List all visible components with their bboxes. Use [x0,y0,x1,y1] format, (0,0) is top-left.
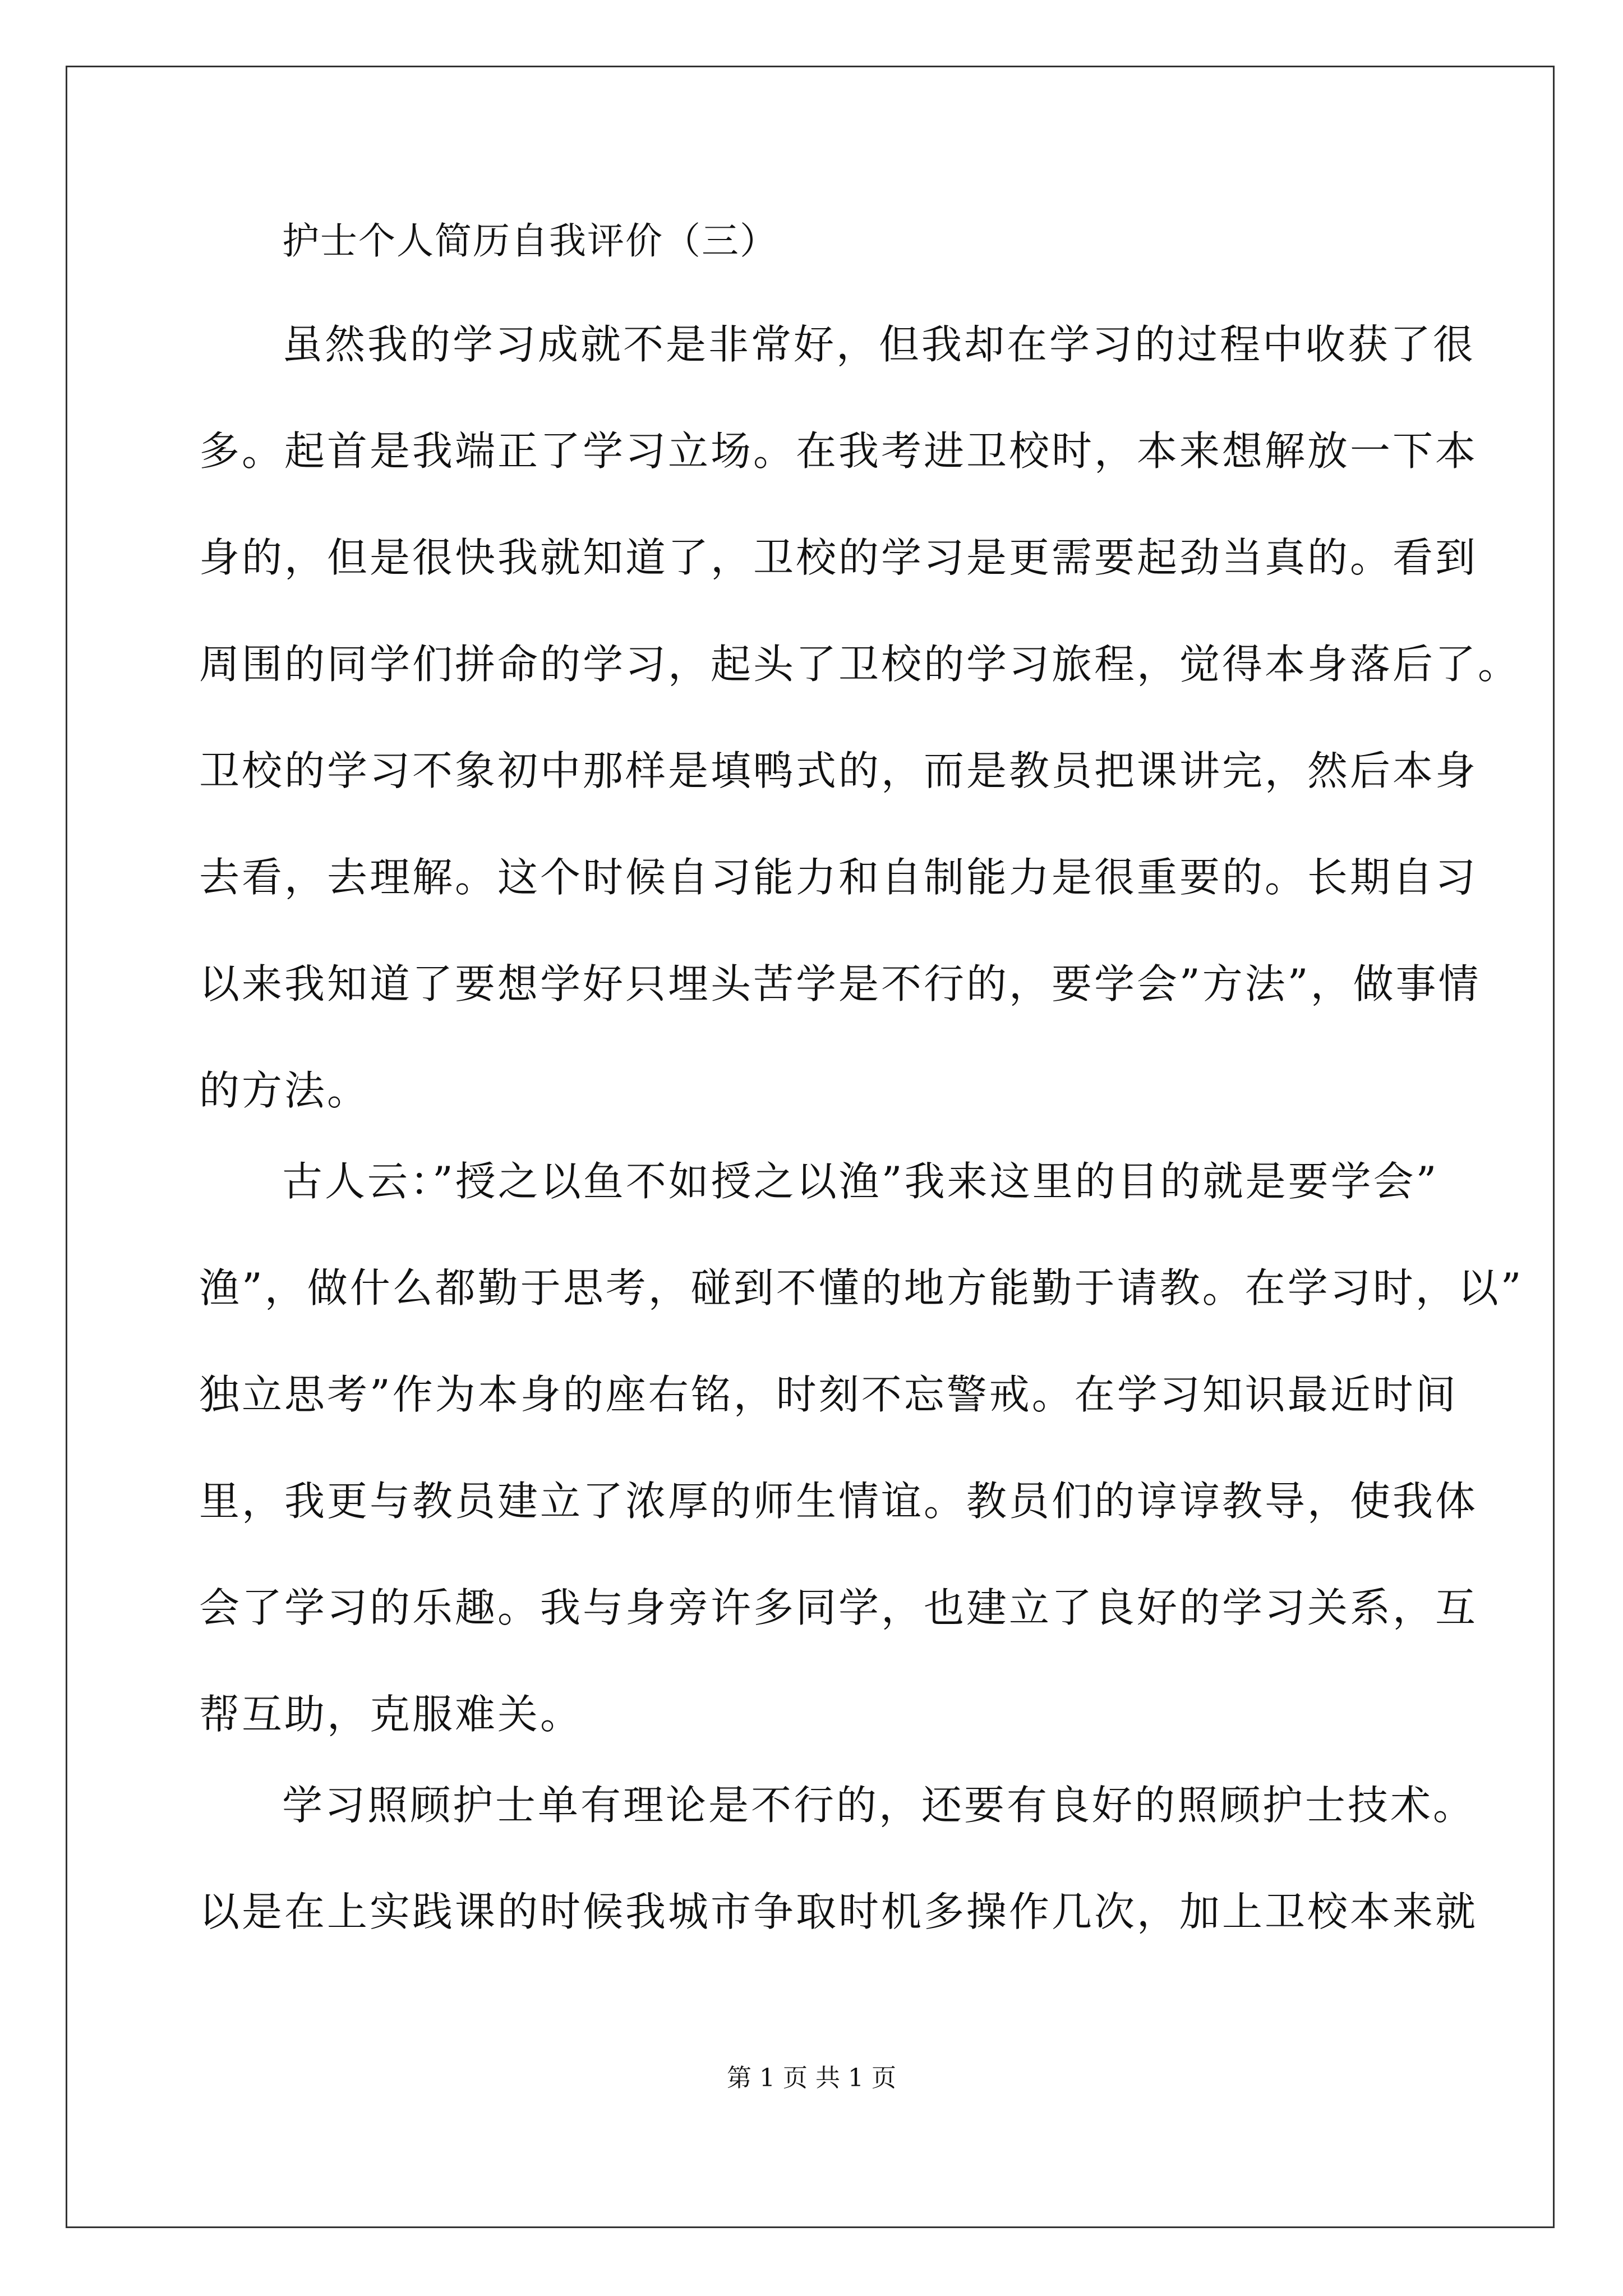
document-title: 护士个人简历自我评价（三） [282,219,778,263]
text-line: 以是在上实践课的时候我城市争取时机多操作几次，加上卫校本来就 [199,1888,1478,1935]
paragraph-1 [199,316,1521,1119]
text-line: 的方法。 [199,1067,370,1114]
text-line: 身的，但是很快我就知道了，卫校的学习是更需要起劲当真的。看到 [199,534,1478,581]
text-line: 多。起首是我端正了学习立场。在我考进卫校时，本来想解放一下本 [199,427,1478,475]
text-line: 渔”，做什么都勤于思考，碰到不懂的地方能勤于请教。在学习时，以” [199,1264,1524,1312]
text-line: 虽然我的学习成就不是非常好，但我却在学习的过程中收获了很 [282,321,1476,368]
text-line: 学习照顾护士单有理论是不行的，还要有良好的照顾护士技术。 [282,1782,1476,1829]
text-line: 去看，去理解。这个时候自习能力和自制能力是很重要的。长期自习 [199,854,1478,901]
text-line: 周围的同学们拼命的学习，起头了卫校的学习旅程，觉得本身落后了。 [199,641,1521,688]
text-line: 会了学习的乐趣。我与身旁许多同学，也建立了良好的学习关系，互 [199,1584,1478,1631]
paragraph-3 [199,1777,1478,1940]
text-line: 古人云：”授之以鱼不如授之以渔”我来这里的目的就是要学会” [282,1158,1439,1205]
document-body [199,213,1524,1975]
text-line: 独立思考”作为本身的座右铭，时刻不忘警戒。在学习知识最近时间 [199,1371,1458,1418]
text-line: 里，我更与教员建立了浓厚的师生情谊。教员们的谆谆教导，使我体 [199,1478,1478,1525]
text-line: 卫校的学习不象初中那样是填鸭式的，而是教员把课讲完，然后本身 [199,747,1478,794]
paragraph-2 [199,1153,1524,1742]
text-line: 帮互助，克服难关。 [199,1691,583,1738]
page-footer: 第 1 页 共 1 页 [727,2064,896,2092]
text-line: 以来我知道了要想学好只埋头苦学是不行的，要学会”方法”，做事情 [199,960,1481,1007]
